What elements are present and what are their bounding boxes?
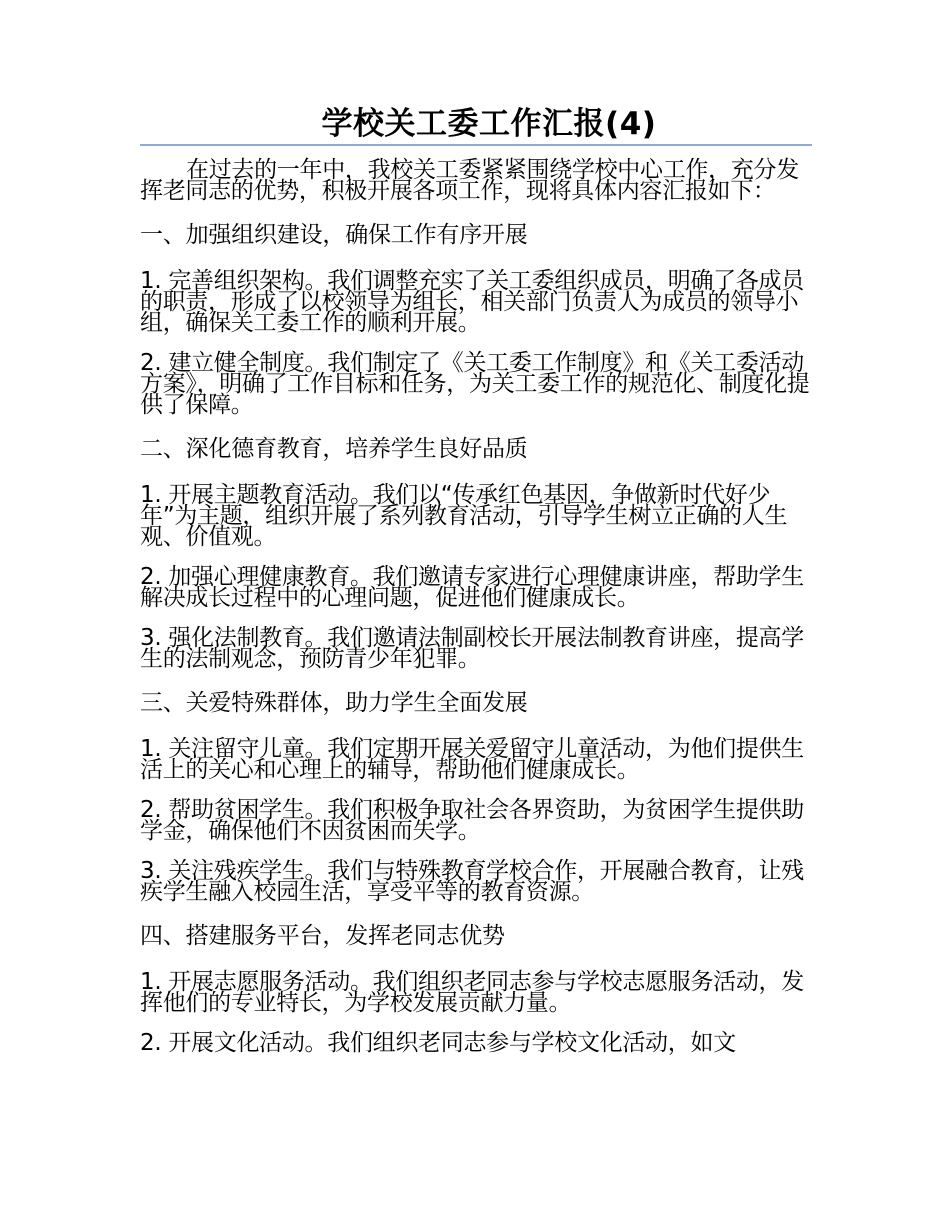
section-2-heading: 二、深化德育教育，培养学生良好品质	[140, 436, 528, 462]
section-3-item-2: 2. 帮助贫困学生。我们积极争取社会各界资助，为贫困学生提供助学金，确保他们不因贫困而失学。	[140, 797, 804, 844]
section-3-item-3: 3. 关注残疾学生。我们与特殊教育学校合作，开展融合教育，让残疾学生融入校园生活，享受平等的教育资源。	[140, 858, 804, 905]
section-3-heading: 三、关爱特殊群体，助力学生全面发展	[140, 690, 528, 716]
intro-paragraph: 在过去的一年中，我校关工委紧紧围绕学校中心工作，充分发挥老同志的优势，积极开展各项工作，现将具体内容汇报如下：	[140, 157, 799, 204]
section-2-item-2: 2. 加强心理健康教育。我们邀请专家进行心理健康讲座，帮助学生解决成长过程中的心理问题，促进他们健康成长。	[140, 564, 804, 611]
section-4-item-1: 1. 开展志愿服务活动。我们组织老同志参与学校志愿服务活动，发挥他们的专业特长，为学校发展贡献力量。	[140, 969, 804, 1016]
section-1-item-1: 1. 完善组织架构。我们调整充实了关工委组织成员，明确了各成员的职责，形成了以校领导为组长，相关部门负责人为成员的领导小组，确保关工委工作的顺利开展。	[140, 268, 804, 336]
section-1-item-2: 2. 建立健全制度。我们制定了《关工委工作制度》和《关工委活动方案》，明确了工作目标和任务，为关工委工作的规范化、制度化提供了保障。	[140, 350, 810, 418]
section-3-item-1: 1. 关注留守儿童。我们定期开展关爱留守儿童活动，为他们提供生活上的关心和心理上的辅导，帮助他们健康成长。	[140, 736, 804, 783]
section-2-item-1: 1. 开展主题教育活动。我们以“传承红色基因，争做新时代好少年”为主题，组织开展了系列教育活动，引导学生树立正确的人生观、价值观。	[140, 482, 788, 550]
section-2-item-3: 3. 强化法制教育。我们邀请法制副校长开展法制教育讲座，提高学生的法制观念，预防青少年犯罪。	[140, 625, 804, 672]
section-1-heading: 一、加强组织建设，确保工作有序开展	[140, 222, 528, 248]
section-4-item-2: 2. 开展文化活动。我们组织老同志参与学校文化活动，如文	[140, 1030, 736, 1056]
document-title: 学校关工委工作汇报(4)	[321, 106, 657, 142]
document-page	[140, 104, 812, 1073]
section-4-heading: 四、搭建服务平台，发挥老同志优势	[140, 923, 505, 949]
title-underline	[140, 144, 812, 146]
